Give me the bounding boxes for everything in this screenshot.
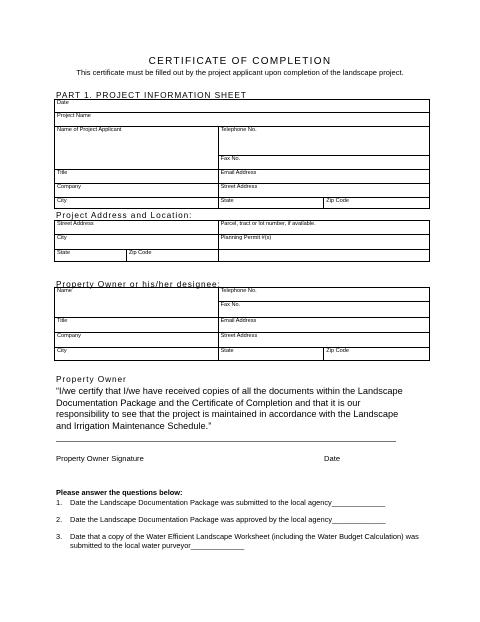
address-heading: Project Address and Location: [56,210,193,220]
applicant-fax-field[interactable]: Fax No. [218,156,429,170]
owner-fax-field[interactable]: Fax No. [218,302,429,318]
owner-email-field[interactable]: Email Address [218,318,429,333]
question-number: 2. [56,515,63,524]
owner-zip-field[interactable]: Zip Code [324,348,430,361]
certificate-title: CERTIFICATE OF COMPLETION [148,56,332,67]
question-text: Date that a copy of the Water Efficient Landscape Worksheet (including the Water Budget Calculation) was submitted to the local water purveyor_____________ [70,532,419,550]
parcel-field[interactable]: Parcel, tract or lot number, if available. [218,221,429,235]
project-info-table [54,99,430,209]
question-number: 1. [56,498,63,507]
applicant-company-field[interactable]: Company [55,184,219,198]
owner-company-field[interactable]: Company [55,333,219,348]
certification-statement [56,386,426,432]
question-item[interactable] [56,515,426,525]
owner-table [54,287,430,361]
applicant-name-field[interactable]: Name of Project Applicant [55,127,219,170]
certification-line: and Irrigation Maintenance Schedule.” [56,420,212,431]
owner-title-field[interactable]: Title [55,318,219,333]
project-zip-field[interactable]: Zip Code [126,250,218,262]
certification-heading: Property Owner [56,374,127,384]
part1-heading: PART 1. PROJECT INFORMATION SHEET [56,90,247,100]
owner-street-field[interactable]: Street Address [218,333,429,348]
question-text: Date the Landscape Documentation Package was approved by the local agency_____________ [70,515,386,524]
project-name-field[interactable]: Project Name [55,113,430,127]
owner-telephone-field[interactable]: Telephone No. [218,288,429,302]
applicant-zip-field[interactable]: Zip Code [324,198,430,209]
project-city-field[interactable]: City [55,235,219,250]
planning-permit-field[interactable]: Planning Permit #(s) [218,235,429,250]
question-item[interactable] [56,532,426,552]
signature-date-label: Date [324,454,341,463]
question-item[interactable] [56,498,426,508]
certificate-subtitle: This certificate must be filled out by the project applicant upon completion of the landscape project. [76,68,404,77]
applicant-street-field[interactable]: Street Address [218,184,429,198]
signature-line[interactable] [56,441,396,442]
question-number: 3. [56,532,63,541]
address-table [54,220,430,262]
applicant-city-field[interactable]: City [55,198,219,209]
owner-name-field[interactable]: Name [55,288,219,318]
owner-heading: Property Owner or his/her designee: [56,279,221,289]
certification-line: responsibility to see that the project is maintained in accordance with the Landscape [56,409,399,419]
project-street-field[interactable]: Street Address [55,221,219,235]
date-field[interactable]: Date [55,100,430,113]
question-text: Date the Landscape Documentation Package was submitted to the local agency_____________ [70,498,386,507]
applicant-email-field[interactable]: Email Address [218,170,429,184]
owner-state-field[interactable]: State [218,348,324,361]
project-state-field[interactable]: State [55,250,127,262]
certification-line: “I/we certify that I/we have received copies of all the documents within the Landscape [56,386,403,396]
owner-city-field[interactable]: City [55,348,219,361]
applicant-state-field[interactable]: State [218,198,324,209]
address-blank-cell [218,250,429,262]
certification-line: Documentation Package and the Certificate of Completion and that it is our [56,397,361,408]
signature-label: Property Owner Signature [56,454,144,463]
applicant-title-field[interactable]: Title [55,170,219,184]
applicant-telephone-field[interactable]: Telephone No. [218,127,429,156]
questions-heading: Please answer the questions below: [56,488,183,497]
